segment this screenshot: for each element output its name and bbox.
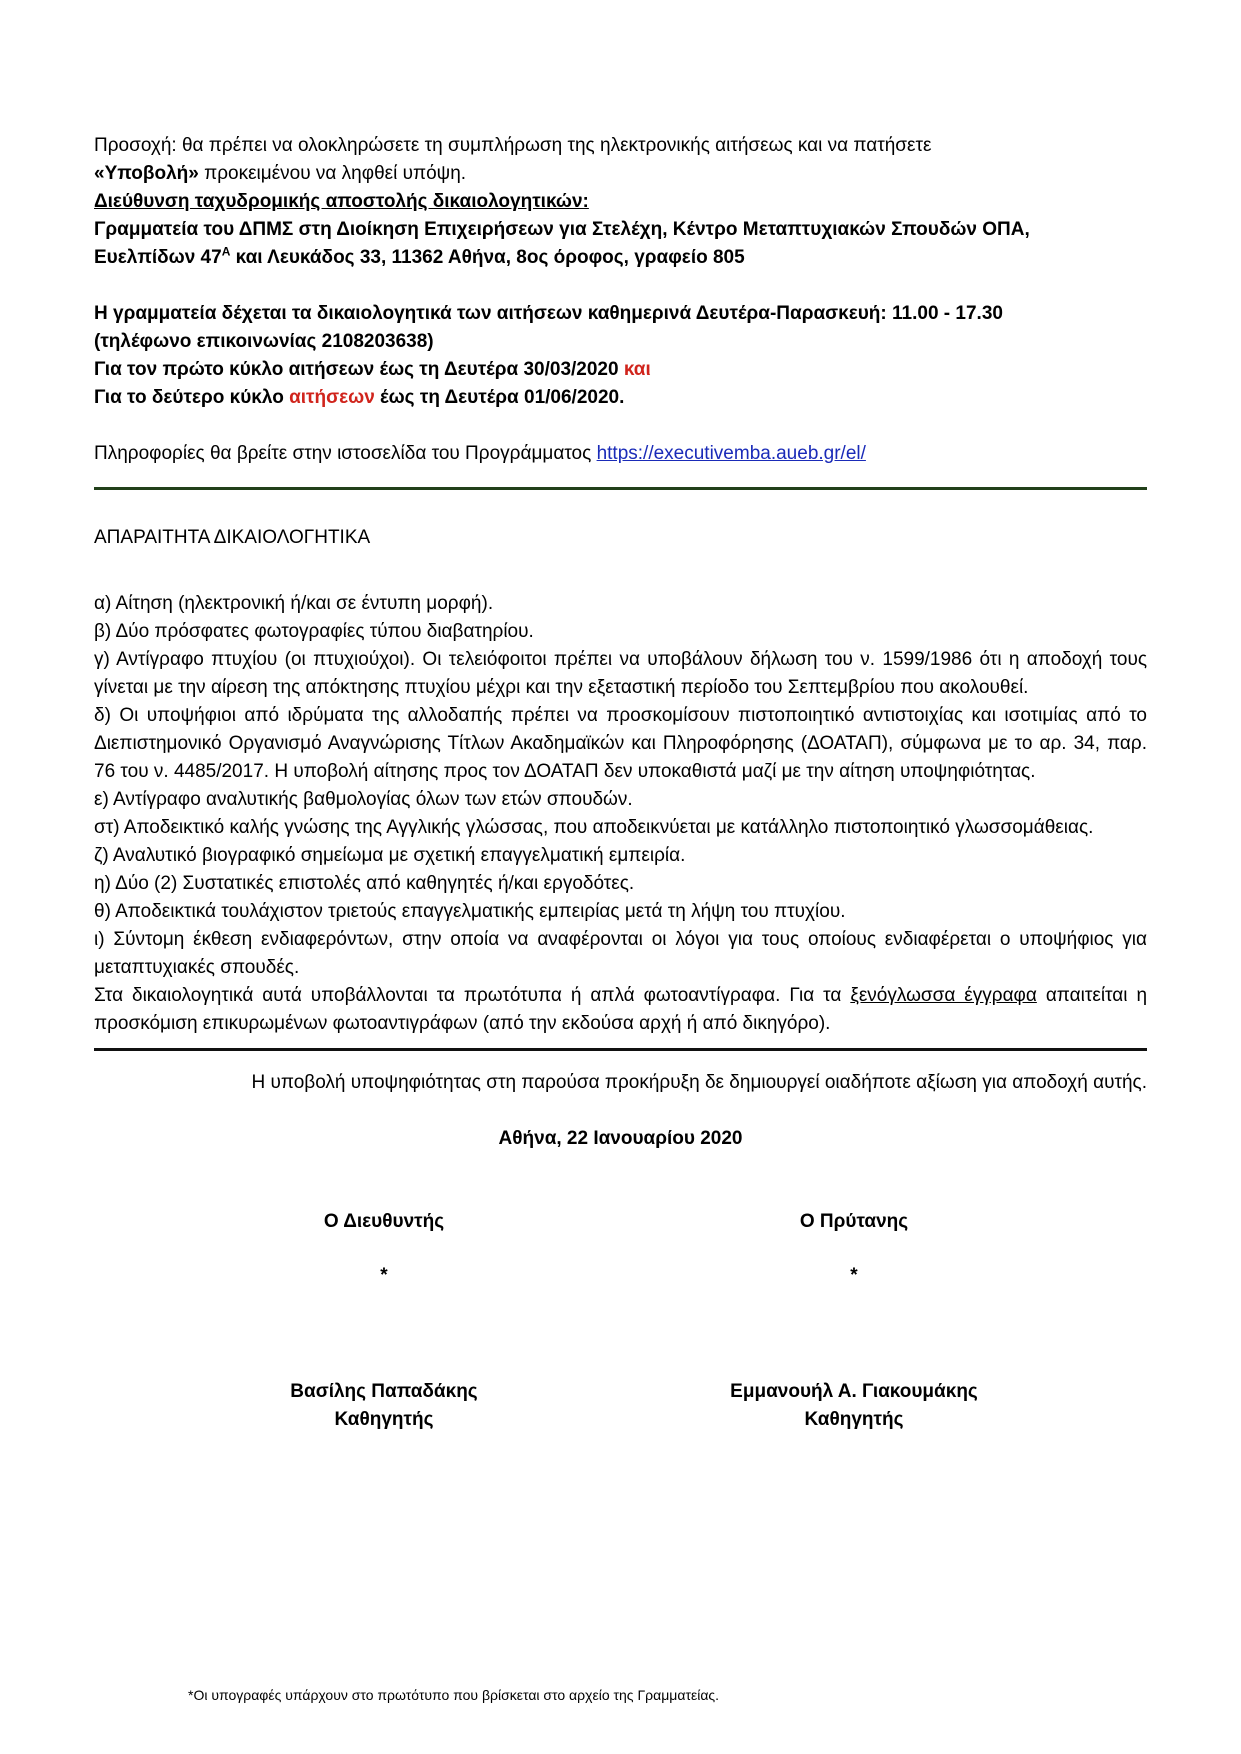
address-rest: και Λευκάδος 33, 11362 Αθήνα, 8ος όροφος, γραφείο 805 <box>230 247 745 268</box>
signature-title: Ο Διευθυντής <box>323 1211 445 1232</box>
signature-role: Καθηγητής <box>804 1409 904 1430</box>
originals-note <box>94 982 1147 1038</box>
signature-director <box>204 1208 564 1434</box>
section-divider-black <box>94 1048 1147 1051</box>
list-item: δ) Οι υποψήφιοι από ιδρύματα της αλλοδαπής πρέπει να προσκομίσουν πιστοποιητικό αντιστοιχίας και ισοτιμίας από το Διεπιστημονικό Οργανισμό Αναγνώρισης Τίτλων Ακαδημαϊκών και Πληροφόρησης (ΔΟΑΤΑΠ), σύμφωνα με το αρ. 34, παρ. 76 του ν. 4485/2017. Η υποβολή αίτησης προς τον ΔΟΑΤΑΠ δεν υποκαθιστά μαζί με την αίτηση υποψηφιότητας. <box>94 705 1147 782</box>
list-item: ε) Αντίγραφο αναλυτικής βαθμολογίας όλων των ετών σπουδών. <box>94 789 633 810</box>
notice-line2 <box>94 160 1147 188</box>
info-text: Πληροφορίες θα βρείτε στην ιστοσελίδα του Προγράμματος <box>94 443 597 464</box>
footnote: *Οι υπογραφές υπάρχουν στο πρωτότυπο που βρίσκεται στο αρχείο της Γραμματείας. <box>188 1687 720 1703</box>
list-item: θ) Αποδεικτικά τουλάχιστον τριετούς επαγγελματικής εμπειρίας μετά τη λήψη του πτυχίου. <box>94 901 846 922</box>
signature-rector <box>674 1208 1034 1434</box>
second-cycle-red: αιτήσεων <box>289 387 375 408</box>
address-street: Ευελπίδων 47 <box>94 247 222 268</box>
originals-text-a: Στα δικαιολογητικά αυτά υποβάλλονται τα πρωτότυπα ή απλά φωτοαντίγραφα. Για τα <box>94 985 851 1006</box>
signature-star: * <box>380 1265 388 1286</box>
second-cycle-text-a: Για το δεύτερο κύκλο <box>94 387 290 408</box>
address-line2 <box>94 244 1147 272</box>
list-item: ι) Σύντομη έκθεση ενδιαφερόντων, στην οποία να αναφέρονται οι λόγοι για τους οποίους ενδιαφέρεται ο υποψήφιος για μεταπτυχιακές σπουδές. <box>94 929 1147 978</box>
notice-line2-rest: προκειμένου να ληφθεί υπόψη. <box>198 163 467 184</box>
address-line1: Γραμματεία του ΔΠΜΣ στη Διοίκηση Επιχειρήσεων για Στελέχη, Κέντρο Μεταπτυχιακών Σπουδών ΟΠΑ, <box>94 219 1030 240</box>
originals-underlined: ξενόγλωσσα έγγραφα <box>850 985 1037 1006</box>
disclaimer: Η υποβολή υποψηφιότητας στη παρούσα προκήρυξη δε δημιουργεί οιαδήποτε αξίωση για αποδοχή αυτής. <box>251 1072 1147 1093</box>
first-cycle-text: Για τον πρώτο κύκλο αιτήσεων έως τη Δευτέρα 30/03/2020 <box>94 359 624 380</box>
hours-phone: (τηλέφωνο επικοινωνίας 2108203638) <box>94 331 434 352</box>
list-item: η) Δύο (2) Συστατικές επιστολές από καθηγητές ή/και εργοδότες. <box>94 873 635 894</box>
signature-title: Ο Πρύτανης <box>799 1211 909 1232</box>
first-cycle <box>94 356 1147 384</box>
info-line <box>94 440 1147 468</box>
requirements-heading: ΑΠΑΡΑΙΤΗΤΑ ΔΙΚΑΙΟΛΟΓΗΤΙΚΑ <box>94 527 371 548</box>
signature-role: Καθηγητής <box>334 1409 434 1430</box>
hours-line1: Η γραμματεία δέχεται τα δικαιολογητικά των αιτήσεων καθημερινά Δευτέρα-Παρασκευή: 11.00 - 17.30 <box>94 303 1003 324</box>
program-website-link[interactable]: https://executivemba.aueb.gr/el/ <box>596 443 866 464</box>
notice-line1: Προσοχή: θα πρέπει να ολοκληρώσετε τη συμπλήρωση της ηλεκτρονικής αιτήσεως και να πατήσετε <box>94 135 932 156</box>
section-divider-green <box>94 487 1147 490</box>
submit-bold: «Υποβολή» <box>94 163 199 184</box>
signature-star: * <box>850 1265 858 1286</box>
second-cycle <box>94 384 1147 412</box>
list-item: ζ) Αναλυτικό βιογραφικό σημείωμα με σχετική επαγγελματική εμπειρία. <box>94 845 686 866</box>
address-superscript: Α <box>221 244 231 259</box>
first-cycle-red: και <box>623 359 651 380</box>
signature-name: Εμμανουήλ Α. Γιακουμάκης <box>730 1381 978 1402</box>
originals-text-b: απαιτείται η προσκόμιση επικυρωμένων φωτοαντιγράφων (από την εκδούσα αρχή ή από δικηγόρο). <box>94 985 1148 1034</box>
second-cycle-text-b: έως τη Δευτέρα 01/06/2020. <box>374 387 625 408</box>
signature-name: Βασίλης Παπαδάκης <box>290 1381 478 1402</box>
signatures <box>94 1208 1147 1468</box>
list-item: α) Αίτηση (ηλεκτρονική ή/και σε έντυπη μορφή). <box>94 593 494 614</box>
list-item: β) Δύο πρόσφατες φωτογραφίες τύπου διαβατηρίου. <box>94 621 534 642</box>
list-item: γ) Αντίγραφο πτυχίου (οι πτυχιούχοι). Οι τελειόφοιτοι πρέπει να υποβάλουν δήλωση του ν. 1599/1986 ότι η αποδοχή τους γίνεται με την αίρεση της απόκτησης πτυχίου μέχρι και την εξεταστική περίοδο του Σεπτεμβρίου που ακολουθεί. <box>94 649 1147 698</box>
document-page <box>94 132 1147 1468</box>
document-date: Αθήνα, 22 Ιανουαρίου 2020 <box>498 1128 743 1149</box>
address-heading: Διεύθυνση ταχυδρομικής αποστολής δικαιολογητικών: <box>94 191 589 212</box>
list-item: στ) Αποδεικτικό καλής γνώσης της Αγγλικής γλώσσας, που αποδεικνύεται με κατάλληλο πιστοποιητικό γλωσσομάθειας. <box>94 817 1094 838</box>
requirements-list <box>94 590 1147 1038</box>
